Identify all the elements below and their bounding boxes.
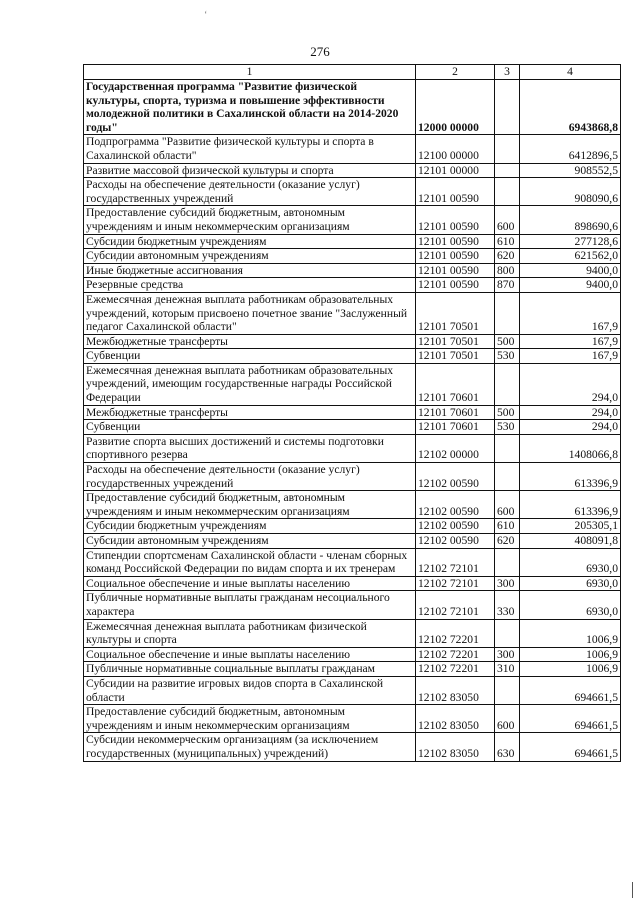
row-amount-cell: 294,0 [520,363,621,405]
row-code-cell: 12102 83050 [416,733,495,761]
row-amount-cell: 1408066,8 [520,434,621,462]
row-amount-cell: 167,9 [520,292,621,334]
row-type-cell [495,676,520,704]
table-row [84,548,621,576]
row-type-cell [495,548,520,576]
row-name-cell: Ежемесячная денежная выплата работникам физической культуры и спорта [84,619,416,647]
row-name-cell: Стипендии спортсменам Сахалинской области - членам сборных команд Российской Федерации по видам спорта и их тренерам [84,548,416,576]
row-code-cell: 12101 00590 [416,234,495,249]
row-name-cell: Предоставление субсидий бюджетным, автономным учреждениям и иным некоммерческим организациям [84,491,416,519]
row-type-cell: 610 [495,234,520,249]
row-type-cell: 300 [495,576,520,591]
row-name-cell: Подпрограмма "Развитие физической культуры и спорта в Сахалинской области" [84,135,416,163]
page-number: 276 [310,44,330,59]
row-type-cell: 620 [495,534,520,549]
row-type-cell: 600 [495,491,520,519]
row-type-cell [495,363,520,405]
row-amount-cell: 6943868,8 [520,80,621,135]
row-type-cell: 630 [495,733,520,761]
row-code-cell: 12101 00590 [416,249,495,264]
row-amount-cell: 167,9 [520,334,621,349]
row-type-cell: 600 [495,206,520,234]
row-type-cell: 800 [495,263,520,278]
row-amount-cell: 294,0 [520,420,621,435]
row-amount-cell: 167,9 [520,349,621,364]
row-code-cell: 12101 70601 [416,405,495,420]
row-amount-cell: 6930,0 [520,548,621,576]
row-amount-cell: 6412896,5 [520,135,621,163]
table-row [84,463,621,491]
row-name-cell: Субсидии некоммерческим организациям (за исключением государственных (муниципальных) учреждений) [84,733,416,761]
row-amount-cell: 6930,0 [520,591,621,619]
row-amount-cell: 9400,0 [520,278,621,293]
row-amount-cell: 898690,6 [520,206,621,234]
row-name-cell: Предоставление субсидий бюджетным, автономным учреждениям и иным некоммерческим организациям [84,206,416,234]
row-code-cell: 12101 70501 [416,292,495,334]
row-amount-cell: 408091,8 [520,534,621,549]
row-name-cell: Иные бюджетные ассигнования [84,263,416,278]
row-type-cell: 310 [495,662,520,677]
row-type-cell: 870 [495,278,520,293]
row-amount-cell: 1006,9 [520,647,621,662]
row-code-cell: 12000 00000 [416,80,495,135]
row-amount-cell: 9400,0 [520,263,621,278]
row-name-cell: Межбюджетные трансферты [84,405,416,420]
row-type-cell: 300 [495,647,520,662]
row-type-cell [495,163,520,178]
row-type-cell: 500 [495,334,520,349]
row-type-cell: 530 [495,349,520,364]
row-type-cell [495,135,520,163]
row-code-cell: 12102 83050 [416,705,495,733]
row-amount-cell: 205305,1 [520,519,621,534]
row-type-cell: 500 [495,405,520,420]
row-type-cell: 330 [495,591,520,619]
row-amount-cell: 277128,6 [520,234,621,249]
row-type-cell [495,292,520,334]
table-row [84,349,621,364]
table-row [84,292,621,334]
row-name-cell: Ежемесячная денежная выплата работникам образовательных учреждений, которым присвоено почетное звание "Заслуженный педагог Сахалинской области" [84,292,416,334]
column-header-type: 3 [495,65,520,80]
row-code-cell: 12100 00000 [416,135,495,163]
row-code-cell: 12101 00590 [416,206,495,234]
row-name-cell: Государственная программа "Развитие физической культуры, спорта, туризма и повышение эффективности молодежной политики в Сахалинской области на 2014-2020 годы" [84,80,416,135]
row-code-cell: 12101 70501 [416,349,495,364]
table-row [84,135,621,163]
table-row [84,534,621,549]
row-name-cell: Предоставление субсидий бюджетным, автономным учреждениям и иным некоммерческим организациям [84,705,416,733]
row-name-cell: Субвенции [84,349,416,364]
row-name-cell: Социальное обеспечение и иные выплаты населению [84,647,416,662]
table-row [84,206,621,234]
row-name-cell: Ежемесячная денежная выплата работникам образовательных учреждений, имеющим государственные награды Российской Федерации [84,363,416,405]
row-name-cell: Развитие спорта высших достижений и системы подготовки спортивного резерва [84,434,416,462]
row-code-cell: 12101 70601 [416,420,495,435]
table-header-row [84,65,621,80]
row-amount-cell: 6930,0 [520,576,621,591]
row-type-cell [495,178,520,206]
table-row [84,619,621,647]
row-type-cell [495,434,520,462]
row-name-cell: Публичные нормативные социальные выплаты гражданам [84,662,416,677]
row-type-cell [495,80,520,135]
row-name-cell: Расходы на обеспечение деятельности (оказание услуг) государственных учреждений [84,463,416,491]
row-code-cell: 12102 00590 [416,491,495,519]
row-name-cell: Резервные средства [84,278,416,293]
row-amount-cell: 694661,5 [520,705,621,733]
row-name-cell: Субвенции [84,420,416,435]
table-row [84,263,621,278]
row-code-cell: 12101 70601 [416,363,495,405]
row-type-cell: 600 [495,705,520,733]
row-amount-cell: 1006,9 [520,662,621,677]
row-name-cell: Развитие массовой физической культуры и спорта [84,163,416,178]
table-row [84,705,621,733]
row-amount-cell: 694661,5 [520,676,621,704]
table-row [84,519,621,534]
page-edge-mark [632,882,640,898]
row-code-cell: 12101 00590 [416,178,495,206]
table-row [84,491,621,519]
row-amount-cell: 621562,0 [520,249,621,264]
column-header-amount: 4 [520,65,621,80]
row-amount-cell: 613396,9 [520,463,621,491]
table-row [84,178,621,206]
row-code-cell: 12101 00000 [416,163,495,178]
row-code-cell: 12102 00590 [416,519,495,534]
row-name-cell: Межбюджетные трансферты [84,334,416,349]
row-name-cell: Субсидии автономным учреждениям [84,249,416,264]
table-row [84,278,621,293]
row-amount-cell: 908090,6 [520,178,621,206]
row-type-cell [495,463,520,491]
column-header-code: 2 [416,65,495,80]
table-row [84,234,621,249]
table-row [84,733,621,761]
row-code-cell: 12101 00590 [416,278,495,293]
row-type-cell: 530 [495,420,520,435]
row-code-cell: 12102 72201 [416,647,495,662]
row-name-cell: Субсидии на развитие игровых видов спорта в Сахалинской области [84,676,416,704]
table-row [84,334,621,349]
row-amount-cell: 613396,9 [520,491,621,519]
row-code-cell: 12102 72201 [416,619,495,647]
row-amount-cell: 694661,5 [520,733,621,761]
table-row [84,676,621,704]
row-type-cell: 610 [495,519,520,534]
row-type-cell: 620 [495,249,520,264]
table-row [84,591,621,619]
table-row [84,662,621,677]
row-amount-cell: 294,0 [520,405,621,420]
table-row [84,363,621,405]
row-code-cell: 12101 00590 [416,263,495,278]
row-code-cell: 12102 00590 [416,534,495,549]
row-code-cell: 12102 72201 [416,662,495,677]
row-code-cell: 12101 70501 [416,334,495,349]
header-mark: ‘ [204,10,208,21]
table-row [84,434,621,462]
row-name-cell: Социальное обеспечение и иные выплаты населению [84,576,416,591]
row-name-cell: Субсидии автономным учреждениям [84,534,416,549]
row-code-cell: 12102 72101 [416,591,495,619]
row-amount-cell: 1006,9 [520,619,621,647]
column-header-name: 1 [84,65,416,80]
row-name-cell: Публичные нормативные выплаты гражданам несоциального характера [84,591,416,619]
row-type-cell [495,619,520,647]
table-row [84,405,621,420]
table-row [84,647,621,662]
table-row [84,576,621,591]
row-code-cell: 12102 00590 [416,463,495,491]
table-row [84,163,621,178]
row-code-cell: 12102 72101 [416,548,495,576]
row-name-cell: Субсидии бюджетным учреждениям [84,234,416,249]
table-row [84,420,621,435]
table-row [84,80,621,135]
row-amount-cell: 908552,5 [520,163,621,178]
row-code-cell: 12102 83050 [416,676,495,704]
row-code-cell: 12102 00000 [416,434,495,462]
table-row [84,249,621,264]
row-name-cell: Расходы на обеспечение деятельности (оказание услуг) государственных учреждений [84,178,416,206]
budget-table [83,64,621,762]
row-name-cell: Субсидии бюджетным учреждениям [84,519,416,534]
row-code-cell: 12102 72101 [416,576,495,591]
